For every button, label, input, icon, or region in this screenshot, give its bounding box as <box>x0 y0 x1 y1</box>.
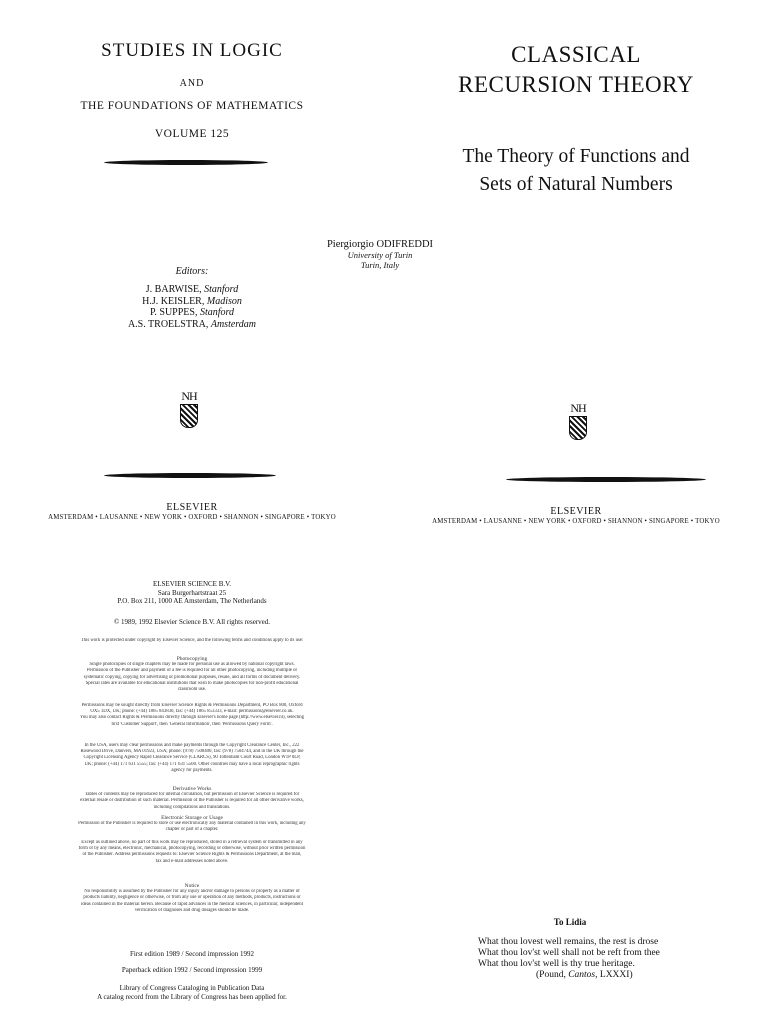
decorative-rule <box>506 477 706 482</box>
derivative-works-section: Derivative Works Tables of contents may be reproduced for internal circulation, but permission of Elsevier Science is required for external resale or distribution of such material. Permission of the Publisher is required for all other derivative works, including compilations and translations. <box>80 786 304 810</box>
logo-monogram: NH <box>570 401 586 415</box>
verse-line: What thou lov'st well is thy true heritage. <box>478 959 635 969</box>
editor-entry: J. BARWISE, Stanford <box>145 284 239 295</box>
publisher-address: ELSEVIER SCIENCE B.V. Sara Burgerhartstraat 25 P.O. Box 211, 1000 AE Amsterdam, The Netherlands <box>117 580 267 605</box>
publisher-cities: AMSTERDAM • LAUSANNE • NEW YORK • OXFORD • SHANNON • SINGAPORE • TOKYO <box>432 518 720 525</box>
usa-permissions-section: In the USA, users may clear permissions and make payments through the Copyright Clearance Center, Inc., 222 Rosewood Drive, Danvers, MA 01923, USA; phone: (978) 7508400, fax: (978) 7504744, and in the UK through the Copyright Licensing Agency Rapid Clearance Service (CLARCS), 90 Tottenham Court Road, London W1P 0LP, UK; phone: (+44) 171 631 5555; fax: (+44) 171 631 5500. Other countries may have a local reprographic rights agency for payments. <box>80 743 304 773</box>
reproduction-notice: Except as outlined above, no part of this work may be reproduced, stored in a retrieval system or transmitted in any form or by any means, electronic, mechanical, photocopying, recording or otherwise, without prior written permission of the Publisher. Address permissions requests to: Elsevier Science Rights & Permissions Department, at the mail, fax and e-mail addresses noted above. <box>78 840 306 864</box>
edition-info: First edition 1989 / Second impression 1992 <box>129 950 255 958</box>
library-of-congress: Library of Congress Cataloging in Publication Data A catalog record from the Library of Congress has been applied for. <box>97 984 287 1001</box>
series-and: AND <box>179 78 205 89</box>
author-block <box>250 240 510 270</box>
author-affiliation: University of Turin <box>347 250 413 260</box>
crest-icon <box>180 404 198 428</box>
decorative-rule <box>104 160 268 165</box>
author-location: Turin, Italy <box>360 260 400 270</box>
crest-icon <box>569 416 587 440</box>
permissions-section: Permissions may be sought directly from Elsevier Science Rights & Permissions Department, PO Box 800, Oxford OX5 1DX, UK; phone: (+44) 1865 843830, fax: (+44) 1865 853333, e-mail: permissions@elsevier.co.uk. You may also contact Rights & Permissions directly through Elsevier's home page (http://www.elsevier.nl), selecting first 'Customer Support', then 'General Information', then 'Permissions Query Form'. <box>79 703 305 727</box>
editor-entry: H.J. KEISLER, Madison <box>142 295 242 307</box>
publisher-name: ELSEVIER <box>166 502 218 513</box>
electronic-storage-section: Electronic Storage or Usage Permission of the Publisher is required to store or use electronically any material contained in this work, including any chapter or part of a chapter. <box>78 815 306 833</box>
editors-label: Editors: <box>175 266 209 277</box>
paperback-info: Paperback edition 1992 / Second impression 1999 <box>121 966 263 974</box>
verse-line: What thou lovest well remains, the rest is drose <box>478 937 659 947</box>
publisher-name: ELSEVIER <box>550 506 602 517</box>
right-page-title <box>384 0 768 1024</box>
logo-monogram: NH <box>181 389 197 403</box>
series-subtitle: THE FOUNDATIONS OF MATHEMATICS <box>80 100 304 112</box>
editor-entry: P. SUPPES, Stanford <box>149 307 235 318</box>
editors-list <box>0 284 384 330</box>
photocopying-section: Photocopying Single photocopies of single chapters may be made for personal use as allowed by national copyright laws. Permission of the Publisher and payment of a fee is required for all other photocopying, including multiple or systematic copying, copying for advertising or promotional purposes, resale, and all forms of document delivery. Special rates are available for educational institutions that wish to make photocopies for non-profit educational classroom use. <box>83 656 301 693</box>
author-name: Piergiorgio ODIFREDDI <box>326 239 434 250</box>
north-holland-logo <box>566 402 590 440</box>
publisher-cities: AMSTERDAM • LAUSANNE • NEW YORK • OXFORD • SHANNON • SINGAPORE • TOKYO <box>48 514 336 521</box>
verse-line: What thou lov'st well shall not be reft from thee <box>478 948 660 958</box>
decorative-rule <box>104 473 276 478</box>
north-holland-logo <box>177 390 201 428</box>
book-title: CLASSICAL RECURSION THEORY <box>458 42 694 97</box>
book-subtitle: The Theory of Functions and Sets of Natural Numbers <box>462 146 690 195</box>
verse-citation: (Pound, Cantos, LXXXI) <box>536 970 633 980</box>
dedication-verse <box>478 937 660 981</box>
editor-entry: A.S. TROELSTRA, Amsterdam <box>127 318 257 330</box>
series-title: STUDIES IN LOGIC <box>101 40 283 61</box>
volume-number: VOLUME 125 <box>154 128 230 140</box>
copyright-line: © 1989, 1992 Elsevier Science B.V. All rights reserved. <box>113 618 271 626</box>
liability-notice: Notice No responsibility is assumed by the Publisher for any injury and/or damage to persons or property as a matter of products liability, negligence or otherwise, or from any use or operation of any methods, products, instructions or ideas contained in the material herein. Because of rapid advances in the medical sciences, in particular, independent verification of diagnoses and drug dosages should be made. <box>80 883 304 913</box>
dedication-title: To Lidia <box>553 917 587 927</box>
protected-notice: This work is protected under copyright by Elsevier Science, and the following terms and conditions apply to its use: <box>80 638 304 643</box>
